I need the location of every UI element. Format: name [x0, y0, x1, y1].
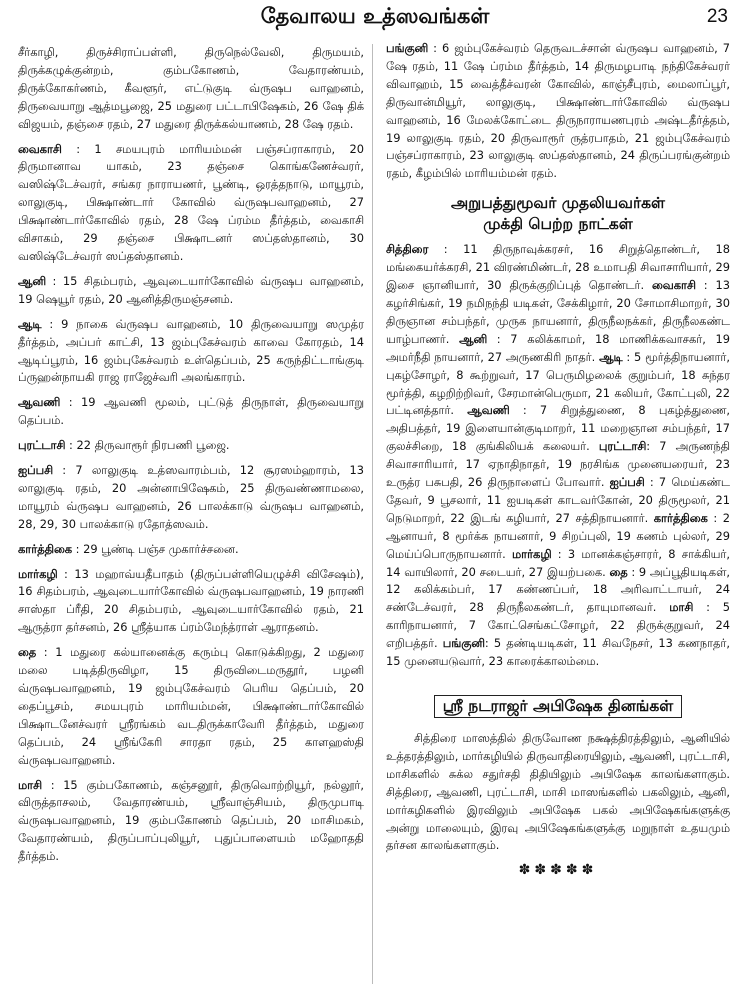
festival-entry — [18, 777, 364, 867]
month-label: ஆவணி — [467, 403, 510, 418]
month-label: கார்த்திகை — [18, 541, 73, 556]
month-label: வைகாசி — [18, 141, 62, 156]
entry-text: : 1 மதுரை கல்யானைக்கு கரும்பு கொடுக்கிறது, 2 மதுரை மலை படித்திருவிழா, 15 திருவிடைமருதூர், பழனி வ்ருஷபவாஹனம், 19 ஜம்புகேச்வரம் பெரிய தெப்பம், 20 தைப்பூசம், சமயபுரம் மாரியம்மன், பிக்ஷாண்டார்கோவில் பிக்ஷாடனேச்வரர் ஸ்ரீரங்கம் வடதிருக்காவேரி தீர்த்தம், மதுரை தெப்பம், 24 ஸ்ரீங்கேரி சாரதா ரதம், 25 காளஹஸ்தி வ்ருஷபவாஹனம். — [18, 645, 364, 767]
month-label: பங்குனி — [386, 41, 429, 55]
right-column — [386, 40, 730, 880]
month-label: ஐப்பசி — [609, 475, 645, 490]
entry-text: : 13 கழர்சிங்கர், 19 நமிநந்தி யடிகள், சேக்கிழார், 20 சோமாசிமாறர், 30 திருஞான சம்பந்தர், முருக நாயனார், திருநீலநக்கர், திருநீலகண்ட யாழ்பாணர். — [386, 278, 731, 346]
nayanmar-heading-line2: முக்தி பெற்ற நாட்கள் — [483, 215, 633, 234]
entry-text: : 7 அருணந்தி சிவாசாரியார், 17 ஏநாதிநாதர், 19 நரசிங்க முனையரையர், 23 உருத்ர பசுபதி, 26 திருநாளைப் போவார். — [386, 439, 730, 490]
entry-text: : 7 மெய்கண்ட தேவர், 9 பூசலார், 11 ஐயடிகள் காடவர்கோன், 20 திருமூலர், 21 நெடுமாறர், 22 இடங் கழியார், 27 சத்திநாயனார். — [386, 475, 730, 525]
entry-text: : 7 லாலுகுடி உத்ஸவாரம்பம், 12 சூரஸம்ஹாரம், 13 லாலுகுடி ரதம், 20 அன்னாபிஷேகம், 25 திருவண்ணாமலை, மாயூரம் வ்ருஷப வாஹனம், 26 பாலக்காடு வ்ருஷப வாஹனம், 28, 29, 30 பாலக்காடு ரதோத்ஸவம். — [18, 463, 364, 531]
month-label: ஆனி — [459, 331, 488, 346]
month-label: வைகாசி — [652, 278, 696, 293]
month-label: தை — [18, 645, 37, 660]
month-label: மாசி — [669, 600, 694, 615]
nayanmar-heading-line1: அறுபத்துமூவர் முதலியவர்கள் — [451, 194, 665, 213]
entry-text: : 6 ஜம்புகேச்வரம் தெருவடச்சான் வ்ருஷப வாஹனம், 7 ஷே ரதம், 11 ஷே ப்ரம்ம தீர்த்தம், 14 திருமழபாடி நந்திகேச்வரர் விவாஹம், 15 வைத்தீச்வரன் கோவில், காஞ்சீபுரம், மைலாப்பூர், திருவான்மியூர், லாலுகுடி, பிக்ஷாண்டார்கோவில் வ்ருஷப வாஹனம், 16 மேலக்கோட்டை திருநாராயணபுரம் அஷ்டதீர்த்தம், 19 லாலுகுடி ரதம், 20 திருவாரூர் ருத்ரபாதம், 21 ஜம்புகேச்வரம் பஞ்சப்ராகாரம், 23 லாலுகுடி ஸப்தஸ்தானம், 24 திருப்பரங்குன்றம் ரதம், கீழம்பில் மாரியம்மன் ரதம். — [386, 41, 730, 181]
month-label: ஆடி — [599, 349, 623, 364]
entry-text: : 29 பூண்டி பஞ்ச முகார்ச்சனை. — [72, 541, 239, 556]
entry-text: : 5 காரிநாயனார், 7 கோட்செங்கட்சோழர், 22 திருக்குறுவர், 24 எறிபத்தர். — [386, 600, 731, 651]
entry-text: : 11 திருநாவுக்கரசர், 16 சிறுத்தொண்டர், 18 மங்கையர்க்கரசி, 21 விரண்மிண்டர், 28 உமாபதி சிவாசாரியார், 29 இசை ஞானியார், 30 திருக்குறிப்புத் தொண்டர். — [386, 242, 730, 293]
entry-text: : 2 ஆனாயர், 8 மூர்க்க நாயனார், 9 சிறப்புலி, 19 கணம் புல்லர், 29 மெய்ப்பொருநாயனார். — [386, 510, 731, 561]
festival-entry — [18, 141, 364, 266]
month-label: ஆடி — [18, 316, 42, 331]
month-label: மாசி — [18, 777, 43, 792]
entry-text: : 9 அப்பூதியடிகள், 12 கலிக்கம்பர், 17 கண்ணப்பர், 18 அரிவாட்டாயர், 24 சண்டேச்வரர், 28 திருநீலகண்டர், தாயுமானவர். — [386, 564, 730, 615]
festival-entry — [18, 437, 364, 455]
month-label: ஐப்பசி — [18, 463, 54, 478]
column-divider — [372, 44, 373, 984]
month-label: மார்கழி — [511, 546, 552, 561]
month-label: கார்த்திகை — [653, 510, 708, 525]
entry-text: : 7 சிறுத்துணை, 8 புகழ்த்துணை, அதிபத்தர், 19 இளையான்குடிமாறர், 11 மறைஞான சம்பந்தர், 17 குலச்சிறை, 18 குங்கிலியக் கலையர். — [386, 403, 730, 454]
month-label: புரட்டாசி — [598, 439, 647, 454]
entry-text: : 3 மானக்கஞ்சாரர், 8 சாக்கியர், 14 வாயிலார், 20 சடையர், 27 இயற்பகை. — [386, 546, 730, 579]
page-number: 23 — [706, 6, 728, 27]
entry-text: : 13 மஹாவ்யதீபாதம் (திருப்பள்ளியெழுச்சி விசேஷம்), 16 சிதம்பரம், ஆவுடையார்கோவில் வ்ருஷபவாஹனம், 19 நாரணி சாஸ்தா ப்ரீதி, 20 சிதம்பரம், ஆவுடையார்கோவில் ரதம், 21 ஆருத்ரா தர்சனம், 26 ஸ்ரீத்யாக ப்ரம்மேந்த்ராள் ஆராதனம். — [18, 566, 364, 635]
nayanmar-heading — [386, 193, 730, 235]
festival-entry — [386, 40, 730, 183]
festival-entry — [18, 316, 364, 388]
festival-entry — [18, 462, 364, 534]
nayanmar-list — [386, 241, 730, 671]
entry-text: : 19 ஆவணி மூலம், புட்டுத் திருநாள், திருவையாறு தெப்பம். — [18, 395, 364, 428]
entry-text: : 22 திருவாரூர் நிரபணி பூஜை. — [65, 438, 230, 453]
festival-entry — [18, 273, 364, 309]
entry-text: : 7 கலிக்காமர், 18 மாணிக்கவாசகர், 19 அமர்நீதி நாயனார், 27 அருணகிரி நாதர். — [386, 331, 730, 364]
festival-intro: சீர்காழி, திருச்சிராப்பள்ளி, திருநெல்வேலி, திருமயம், திருக்கழுக்குன்றம், கும்பகோணம், வேதாரண்யம், திருக்கோகர்ணம், கீவளூர், எட்டுகுடி வ்ருஷப வாஹனம், திருவையாறு ஆத்மபூஜை, 25 மதுரை பட்டாபிஷேகம், 26 ஷே திக் விஜயம், தஞ்சை ரதம், 27 மதுரை திருக்கல்யாணம், 28 ஷே ரதம். — [18, 45, 364, 131]
abhisheka-heading-wrap — [386, 685, 730, 724]
abhisheka-paragraph: சித்திரை மாஸத்தில் திருவோண நக்ஷத்திரத்திலும், ஆனியில் உத்தரத்திலும், மார்கழியில் திருவாதிரையிலும், ஆவணி, புரட்டாசி, மாசிகளில் சுக்ல சதுர்சதி திதியிலும் அபிஷேக காலங்களாகும். சித்திரை, ஆவணி, புரட்டாசி, மாசி மாஸங்களில் பகலிலும், ஆனி, மார்கழிகளில் இரவிலும் அபிஷேக பகல் அபிஷேகங்களுக்கு அன்று மாலையும், இரவு அபிஷேகங்களுக்கு மறுநாள் உதயமும் தர்சன காலங்களாகும். — [386, 731, 730, 853]
month-label: பங்குனி — [442, 636, 485, 651]
entry-text: : 5 மூர்த்திநாயனார், புகழ்சோழர், 8 கூற்றுவர், 17 பெருமிழலைக் குறும்பர், 18 சுந்தர மூர்த்தி, கழறிற்றிவர், சேரமான்பெருமா, 21 கலியர், கோட்புலி, 22 பட்டினத்தார். — [386, 349, 730, 418]
abhisheka-heading: ஸ்ரீ நடராஜர் அபிஷேக தினங்கள் — [434, 695, 683, 718]
festival-entry — [18, 394, 364, 430]
ornament-stars: ✽✽✽✽✽ — [518, 862, 598, 879]
festival-entry — [18, 566, 364, 638]
entry-text: : 9 நாகை வ்ருஷப வாஹனம், 10 திருவையாறு ஸமுத்ர தீர்த்தம், அப்பர் காட்சி, 13 ஜம்புகேச்வரம் காவை கோரதம், 14 ஆடிப்பூரம், 16 ஜம்புகேச்வரம் உள்தெப்பம், 25 கருந்திட்டாங்குடி ப்ருஹன்நாயகி ராஜ ராஜேச்வரி அலங்காரம். — [18, 316, 364, 385]
entry-text: : 5 தண்டியடிகள், 11 சிவநேசர், 13 கணநாதர், 15 முனையடுவார், 23 காரைக்காலம்மை. — [386, 636, 730, 669]
page-title: தேவாலய உத்ஸவங்கள் — [260, 4, 490, 28]
month-label: ஆனி — [18, 273, 47, 288]
month-label: புரட்டாசி — [18, 438, 66, 453]
month-label: சித்திரை — [386, 242, 429, 257]
entry-text: : 15 சிதம்பரம், ஆவுடையார்கோவில் வ்ருஷப வாஹனம், 19 ஷெயூர் ரதம், 20 ஆனித்திருமஞ்சனம். — [18, 273, 364, 306]
month-label: ஆவணி — [18, 395, 61, 410]
left-column — [18, 44, 364, 873]
entry-text: : 15 கும்பகோணம், கஞ்சனூர், திருவொற்றியூர், நல்லூர், விருத்தாசலம், வேதாரண்யம், ஸ்ரீவாஞ்சியம், திருமுபாடி வ்ருஷபவாஹனம், 19 கும்பகோணம் தெப்பம், 20 மாசிமகம், வேதாரண்யம், திருப்பாப்புலியூர், புதுப்பாளையம் மஹோததி தீர்த்தம். — [18, 777, 364, 864]
month-label: மார்கழி — [18, 566, 58, 581]
festival-entry — [18, 541, 364, 559]
festival-entry — [18, 644, 364, 769]
entry-text: : 1 சமயபுரம் மாரியம்மன் பஞ்சப்ராகாரம், 20 திருமானாவ யாகம், 23 தஞ்சை கொங்கணேச்வரர், வஸிஷ்டேச்வரர், சங்கர நாராயணர், பூண்டி, ஒரத்தநாடு, மாயூரம், லாலுகுடி, பிக்ஷாண்டார் கோவில் வ்ருஷபவாஹனம், 27 பிக்ஷாண்டார்கோவில் ரதம், 28 ஷே ப்ரம்ம தீர்த்தம், வைகாசி விசாகம், 29 தஞ்சை பிக்ஷாடனர் ஸப்தஸ்தானம், 30 வஸிஷ்டேச்வரர் ஸப்தஸ்தானம். — [18, 141, 364, 263]
month-label: தை — [609, 564, 628, 579]
